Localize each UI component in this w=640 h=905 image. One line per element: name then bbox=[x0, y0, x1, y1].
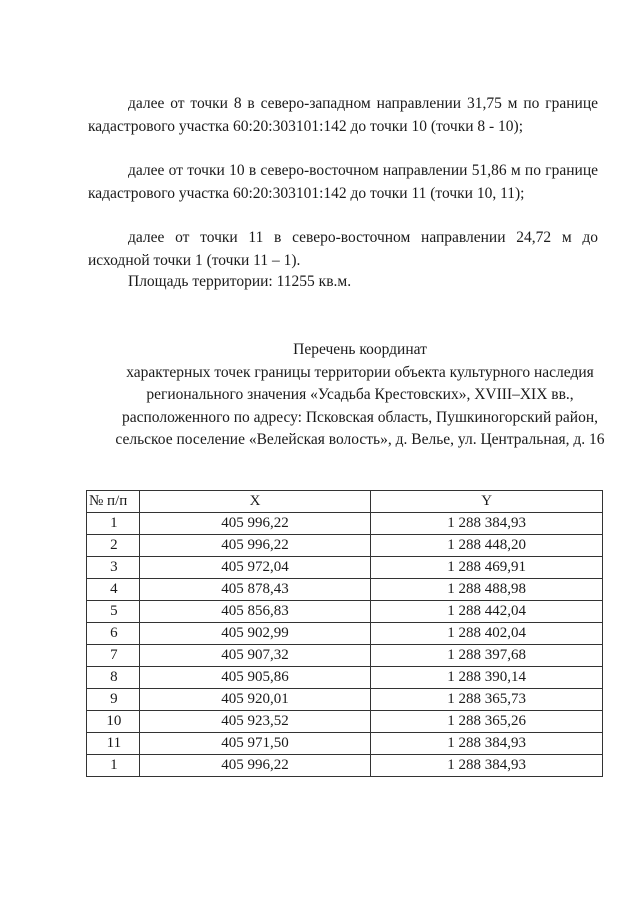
cell-y: 1 288 442,04 bbox=[371, 601, 603, 623]
heading-line: расположенного по адресу: Псковская область, Пушкиногорский район, bbox=[121, 408, 598, 426]
cell-number: 9 bbox=[87, 689, 140, 711]
cell-number: 1 bbox=[87, 755, 140, 777]
cell-number: 4 bbox=[87, 579, 140, 601]
cell-y: 1 288 402,04 bbox=[371, 623, 603, 645]
cell-x: 405 902,99 bbox=[139, 623, 371, 645]
table-row bbox=[87, 601, 603, 623]
cell-x: 405 996,22 bbox=[139, 535, 371, 557]
table-row bbox=[87, 623, 603, 645]
cell-x: 405 996,22 bbox=[139, 755, 371, 777]
cell-x: 405 923,52 bbox=[139, 711, 371, 733]
heading-line: регионального значения «Усадьба Крестовских», XVIII–XIX вв., bbox=[146, 386, 574, 403]
coordinates-table bbox=[86, 490, 603, 777]
heading-line: сельское поселение «Велейская волость», д. Велье, ул. Центральная, д. 16 bbox=[115, 431, 605, 448]
paragraph-segment-8-10 bbox=[88, 93, 598, 138]
paragraph-segment-10-11 bbox=[88, 160, 598, 205]
cell-number: 6 bbox=[87, 623, 140, 645]
cell-y: 1 288 469,91 bbox=[371, 557, 603, 579]
cell-x: 405 996,22 bbox=[139, 513, 371, 535]
table-header-row bbox=[87, 491, 603, 513]
table-row bbox=[87, 535, 603, 557]
cell-number: 3 bbox=[87, 557, 140, 579]
cell-x: 405 972,04 bbox=[139, 557, 371, 579]
table-row bbox=[87, 755, 603, 777]
paragraph-text: далее от точки 10 в северо-восточном направлении 51,86 м по границе кадастрового участка 60:20:303101:142 до точки 11 (точки 10, 11); bbox=[88, 162, 598, 202]
cell-x: 405 907,32 bbox=[139, 645, 371, 667]
table-row bbox=[87, 645, 603, 667]
cell-number: 7 bbox=[87, 645, 140, 667]
cell-y: 1 288 384,93 bbox=[371, 733, 603, 755]
paragraph-segment-11-1 bbox=[88, 227, 598, 272]
table-row bbox=[87, 513, 603, 535]
column-header-y: Y bbox=[371, 491, 603, 513]
table-row bbox=[87, 667, 603, 689]
coordinates-heading bbox=[60, 339, 640, 452]
cell-number: 2 bbox=[87, 535, 140, 557]
cell-x: 405 878,43 bbox=[139, 579, 371, 601]
cell-x: 405 905,86 bbox=[139, 667, 371, 689]
table-row bbox=[87, 557, 603, 579]
column-header-number: № п/п bbox=[87, 491, 140, 513]
paragraph-area bbox=[88, 271, 598, 294]
table-row bbox=[87, 579, 603, 601]
cell-x: 405 971,50 bbox=[139, 733, 371, 755]
cell-y: 1 288 390,14 bbox=[371, 667, 603, 689]
table-row bbox=[87, 689, 603, 711]
heading-line: характерных точек границы территории объекта культурного наследия bbox=[126, 363, 594, 381]
cell-y: 1 288 384,93 bbox=[371, 513, 603, 535]
cell-y: 1 288 384,93 bbox=[371, 755, 603, 777]
cell-y: 1 288 397,68 bbox=[371, 645, 603, 667]
cell-y: 1 288 488,98 bbox=[371, 579, 603, 601]
cell-y: 1 288 365,73 bbox=[371, 689, 603, 711]
cell-number: 1 bbox=[87, 513, 140, 535]
table-row bbox=[87, 733, 603, 755]
cell-x: 405 920,01 bbox=[139, 689, 371, 711]
cell-number: 10 bbox=[87, 711, 140, 733]
heading-line: Перечень координат bbox=[293, 341, 427, 358]
cell-x: 405 856,83 bbox=[139, 601, 371, 623]
paragraph-text: далее от точки 11 в северо-восточном направлении 24,72 м до исходной точки 1 (точки 11 – 1). bbox=[88, 229, 598, 269]
cell-y: 1 288 365,26 bbox=[371, 711, 603, 733]
cell-number: 8 bbox=[87, 667, 140, 689]
paragraph-text: далее от точки 8 в северо-западном направлении 31,75 м по границе кадастрового участка 60:20:303101:142 до точки 10 (точки 8 - 10); bbox=[88, 95, 598, 135]
cell-number: 5 bbox=[87, 601, 140, 623]
cell-number: 11 bbox=[87, 733, 140, 755]
table-row bbox=[87, 711, 603, 733]
column-header-x: X bbox=[139, 491, 371, 513]
cell-y: 1 288 448,20 bbox=[371, 535, 603, 557]
paragraph-text: Площадь территории: 11255 кв.м. bbox=[128, 273, 352, 290]
